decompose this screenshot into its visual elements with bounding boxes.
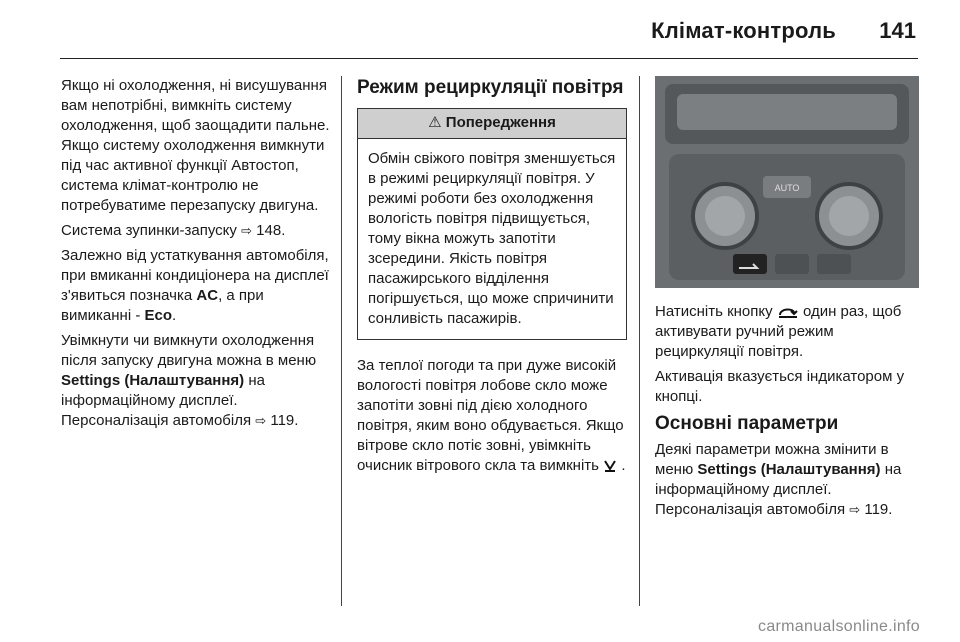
auto-button-label: AUTO: [774, 183, 800, 193]
xref-page[interactable]: 119.: [270, 412, 299, 429]
page-number: 141: [879, 18, 916, 43]
paragraph-stop-start: [61, 221, 331, 241]
xref-arrow-icon: ⇨: [849, 502, 861, 517]
ac-label: AC: [196, 287, 219, 304]
column-middle: [357, 76, 627, 481]
press-text-end: один раз, щоб активувати ручний режим рециркуляції повітря.: [655, 303, 902, 360]
stop-start-text: Система зупинки-запуску: [61, 222, 237, 239]
ac-text: Залежно від устаткування автомобіля, при вмиканні кондиціонера на дисплеї з'явиться позначка: [61, 247, 329, 304]
paragraph-indicator: Активація вказується індикатором у кнопці.: [655, 368, 905, 405]
eco-label: Eco: [144, 307, 173, 324]
column-right: [655, 76, 925, 525]
column-left: [61, 76, 331, 436]
personalization-text: Персоналізація автомобіля: [655, 501, 846, 518]
warning-text: Обмін свіжого повітря зменшується в режимі рециркуляції повітря. У режимі роботи без охолодження вологість повітря підвищується, тому вікна можуть запотіти зсередини. Якість повітря пасажирського відділення погіршується, що може спричинити сонливість пасажирів.: [368, 150, 616, 327]
section-title-basic-settings: Основні параметри: [655, 413, 839, 434]
paragraph-cooling-off: Якщо ні охолодження, ні висушування вам непотрібні, вимкніть систему охолодження, щоб заощадити пальне. Якщо систему охолодження вимкнути під час активної функції Автостоп, система клімат-контролю не потребуватиме перезапуску двигуна.: [61, 77, 330, 214]
xref-arrow-icon: ⇨: [241, 223, 252, 238]
ac-end: .: [172, 307, 177, 324]
warning-triangle-icon: ⚠: [428, 114, 442, 131]
section-title-recirculation: Режим рециркуляції повітря: [357, 77, 624, 98]
xref-page[interactable]: 148.: [256, 222, 286, 239]
press-text: Натисніть кнопку: [655, 303, 773, 320]
settings-menu-label: Settings (Налаштування): [697, 461, 881, 478]
column-divider-1: [341, 76, 342, 606]
warning-header: [358, 109, 626, 139]
settings-menu-label: Settings (Налаштування): [61, 372, 245, 389]
xref-arrow-icon: ⇨: [255, 413, 267, 428]
header-rule: [60, 58, 918, 59]
column-divider-2: [639, 76, 640, 606]
recirculation-icon: [777, 303, 803, 320]
warning-title: Попередження: [445, 114, 556, 131]
settings-text: Увімкнути чи вимкнути охолодження після запуску двигуна можна в меню: [61, 332, 317, 369]
personalization-text: Персоналізація автомобіля: [61, 412, 252, 429]
xref-page[interactable]: 119.: [864, 501, 893, 518]
ac-mid-text: , а при вимиканні -: [61, 287, 264, 324]
paragraph-press-button: [655, 302, 925, 362]
basic-settings-end: на інформаційному дисплеї.: [655, 461, 902, 498]
climate-panel-photo: [655, 76, 919, 288]
wiper-icon: [603, 457, 621, 474]
paragraph-fogging: За теплої погоди та при дуже високій вологості повітря лобове скло може запотіти зовні під дією холодного повітря, яким воно обдувається. Якщо вітрове скло потіє зовні, увімкніть очисник вітрового скла та вимкніть .: [357, 357, 626, 474]
watermark: carmanualsonline.info: [758, 618, 920, 635]
page-header-title: Клімат-контроль: [651, 18, 836, 43]
fogging-text: За теплої погоди та при дуже високій вологості повітря лобове скло може запотіти зовні під дією холодного повітря, яким воно обдувається. Якщо вітрове скло потіє зовні, увімкніть очисник вітрового скла та вимкніть: [357, 357, 624, 474]
paragraph-settings-menu: [61, 331, 331, 431]
paragraph-basic-settings: [655, 440, 925, 520]
basic-settings-text: Деякі параметри можна змінити в меню: [655, 441, 889, 478]
warning-box: [357, 108, 627, 340]
paragraph-ac-indicator: [61, 246, 331, 326]
settings-end-text: на інформаційному дисплеї.: [61, 372, 265, 409]
